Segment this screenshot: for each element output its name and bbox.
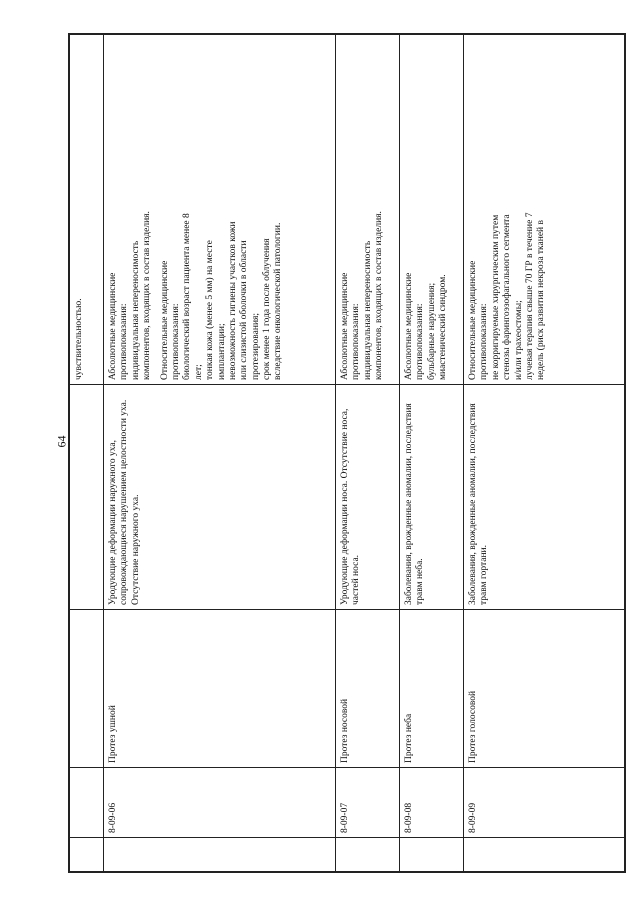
table-cell-blank xyxy=(70,385,104,610)
row-indication: Уродующие деформации наружного уха, сопровождающиеся нарушением целостности уха. Отсутствие наружного уха. xyxy=(104,385,336,610)
row-name: Протез неба xyxy=(400,610,464,768)
row-name: Протез ушной xyxy=(104,610,336,768)
table-cell-blank xyxy=(464,838,625,872)
row-code: 8-09-06 xyxy=(104,768,336,838)
contra-paragraph: Относительные медицинские противопоказания: не корригируемые хирургическим путем стенозы фарингоэзофагального сегмента и/или трахеостомы; лучевая терапия свыше 70 ГР в течение 7 недель (риск развития некроза тканей в xyxy=(468,212,547,380)
table-row xyxy=(336,35,400,872)
contra-paragraph: Абсолютные медицинские противопоказания: бульбарные нарушения; миастенический синдром. xyxy=(404,272,449,380)
contra-paragraph: Абсолютные медицинские противопоказания: индивидуальная непереносимость компонентов, входящих в состав изделия. xyxy=(340,211,385,380)
row-code: 8-09-07 xyxy=(336,768,400,838)
row-name: Протез голосовой xyxy=(464,610,625,768)
table-row-continuation xyxy=(70,35,104,872)
table-cell-blank xyxy=(336,838,400,872)
table-cell-blank xyxy=(70,768,104,838)
contra-paragraph: Абсолютные медицинские противопоказания: индивидуальная непереносимость компонентов, входящих в состав изделия. xyxy=(108,211,153,380)
table-cell-blank xyxy=(104,838,336,872)
row-contraindications xyxy=(104,35,336,385)
table-cell-blank xyxy=(70,838,104,872)
table-row xyxy=(104,35,336,872)
continuation-text: чувствительностью. xyxy=(70,35,104,385)
row-contraindications xyxy=(400,35,464,385)
contra-paragraph: Относительные медицинские противопоказания: биологический возраст пациента менее 8 лет; тонкая кожа (менее 5 мм) на месте имплантации; невозможность гигиены участков кожи или слизистой оболочки в области протезирования; срок менее 1 года после облучения вследствие онкологической патологии. xyxy=(159,213,284,380)
row-name: Протез носовой xyxy=(336,610,400,768)
row-contraindications xyxy=(336,35,400,385)
table-cell-blank xyxy=(70,610,104,768)
row-indication: Уродующие деформации носа. Отсутствие носа, частей носа. xyxy=(336,385,400,610)
row-contraindications xyxy=(464,35,625,385)
row-code: 8-09-08 xyxy=(400,768,464,838)
page-number: 64 xyxy=(54,435,69,448)
table-row xyxy=(400,35,464,872)
row-indication: Заболевания, врожденные аномалии, последствия травм неба. xyxy=(400,385,464,610)
table-row xyxy=(464,35,625,872)
document-table-wrapper xyxy=(68,33,626,873)
row-code: 8-09-09 xyxy=(464,768,625,838)
row-indication: Заболевания, врожденные аномалии, последствия травм гортани. xyxy=(464,385,625,610)
document-table xyxy=(68,33,626,873)
table-cell-blank xyxy=(400,838,464,872)
